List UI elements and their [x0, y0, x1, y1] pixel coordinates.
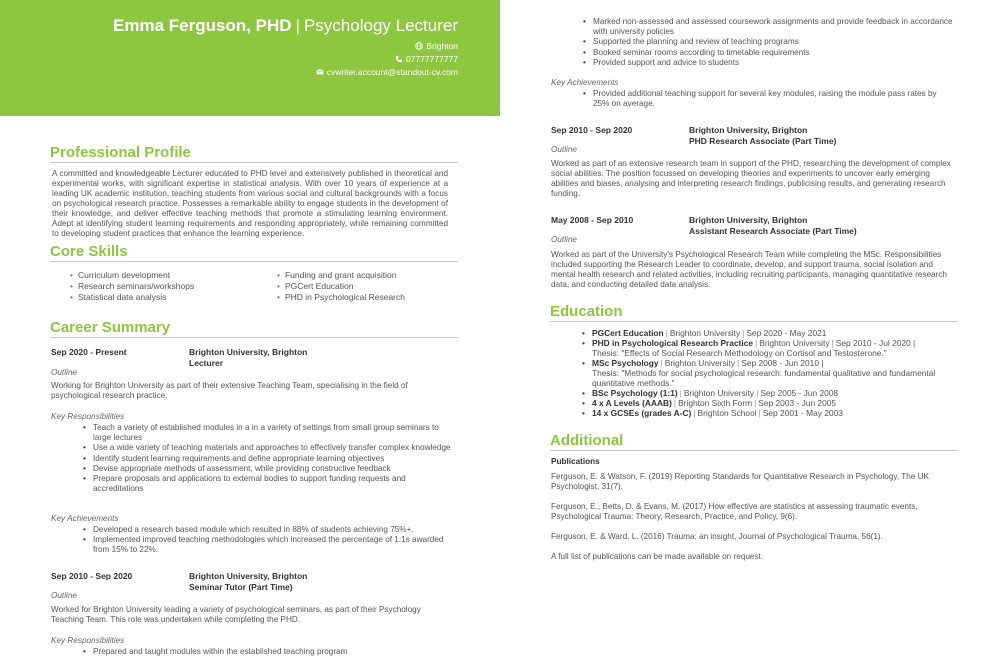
institution: Brighton Sixth Form: [678, 398, 753, 408]
responsibilities-list-continued: [593, 17, 953, 68]
education-item: • MSc Psychology | Brighton University | Sep 2008 - Jun 2010 | Thesis: "Methods for social psychological research: fundamental qualitative and fundamental quantitative methods.": [592, 358, 962, 388]
publication-item: Ferguson, E. & Ward, L. (2016) Trauma: an insight, Journal of Psychological Trauma, 56(1).: [551, 532, 883, 541]
job-date: Sep 2020 - Present: [51, 347, 127, 357]
dates: Sep 2010 - Jul 2020 |: [835, 338, 916, 348]
qualification: PHD in Psychological Research Practice: [592, 338, 754, 348]
outline-label: Outline: [51, 368, 77, 377]
title-separator: |: [295, 16, 300, 35]
education-list: [592, 328, 962, 418]
education-heading: Education: [550, 303, 957, 322]
header-title: [113, 16, 458, 36]
email-link[interactable]: cvwriter.account@standout-cv.com: [326, 67, 458, 77]
qualification: 4 x A Levels (AAAB): [592, 398, 672, 408]
candidate-name: Emma Ferguson, PHD: [113, 16, 292, 35]
qualification: 14 x GCSEs (grades A-C): [592, 408, 692, 418]
list-item: • Prepared and taught modules within the established teaching program: [93, 647, 451, 657]
cv-page-2: [516, 0, 1000, 667]
list-item: • Devise appropriate methods of assessment, while providing constructive feedback: [93, 464, 451, 474]
contact-phone: [395, 54, 458, 64]
list-item: • Provided additional teaching support for several key modules, raising the module pass rates by 25% on average.: [593, 89, 938, 109]
institution: Brighton University: [664, 358, 736, 368]
location-text: Brighton: [426, 41, 458, 51]
list-item: • Developed a research based module which resulted in 88% of students achieving 75%+.: [93, 525, 451, 535]
responsibilities-label: Key Responsibilities: [51, 636, 125, 645]
contact-location: [415, 41, 458, 51]
skill-item: • Statistical data analysis: [70, 292, 277, 303]
list-item: • Teach a variety of established modules in a in a variety of settings from small group seminars to large lectures: [93, 423, 451, 443]
list-item: • Provided support and advice to students: [593, 58, 953, 68]
job-employer: Brighton University, Brighton: [189, 571, 308, 581]
dates: Sep 2003 - Jun 2005: [758, 398, 837, 408]
profile-heading: Professional Profile: [50, 144, 458, 163]
outline-label: Outline: [551, 235, 577, 244]
publication-item: Ferguson, E., Betts, D. & Evans, M. (2017) How effective are statistics at assessing traumatic events, Psychological Trauma: Theory, Research, Practice, and Policy, 9(6).: [551, 502, 918, 521]
publications-footnote: A full list of publications can be made available on request.: [551, 552, 764, 561]
job-org: [689, 125, 836, 146]
education-item: • 14 x GCSEs (grades A-C) | Brighton School | Sep 2001 - May 2003: [592, 408, 962, 418]
job-employer: Brighton University, Brighton: [689, 125, 808, 135]
job-date: Sep 2010 - Sep 2020: [551, 125, 633, 135]
responsibilities-label: Key Responsibilities: [51, 412, 125, 421]
publications-label: Publications: [551, 457, 600, 466]
dates: Sep 2008 - Jun 2010 |: [741, 358, 824, 368]
institution: Brighton University: [683, 388, 755, 398]
thesis: Thesis: "Methods for social psychological research: fundamental qualitative and fundamental quantitative methods.": [592, 368, 936, 388]
publication-item: Ferguson, E. & Watson, F. (2019) Reporting Standards for Quantitative Research in Psychology, The UK Psychologist, 31(7).: [551, 472, 930, 491]
achievements-label: Key Achievements: [51, 514, 119, 523]
list-item: • Identify student learning requirements and define appropriate learning objectives: [93, 454, 451, 464]
career-heading: Career Summary: [50, 319, 458, 338]
skills-heading: Core Skills: [50, 243, 458, 262]
list-item: • Prepare proposals and applications to external bodies to support funding requests and accreditations: [93, 474, 451, 494]
job-title: Seminar Tutor (Part Time): [189, 581, 293, 592]
achievements-list: [93, 525, 451, 556]
job-title: Lecturer: [189, 357, 224, 368]
responsibilities-list: [93, 647, 451, 657]
institution: Brighton University: [669, 328, 741, 338]
job-outline: Worked for Brighton University leading a variety of psychological seminars, as part of their Psychology Teaching Team. This role was undertaken while completing the PHD.: [51, 605, 421, 624]
education-item: • PHD in Psychological Research Practice | Brighton University | Sep 2010 - Jul 2020 | Thesis: "Effects of Social Research Methodology on Cortisol and Testosterone.": [592, 338, 962, 358]
skill-item: • PHD in Psychological Research: [277, 292, 460, 303]
achievements-label: Key Achievements: [551, 78, 619, 87]
job-org: [189, 347, 307, 368]
institution: Brighton University: [759, 338, 830, 348]
institution: Brighton School: [697, 408, 757, 418]
outline-label: Outline: [551, 145, 577, 154]
additional-heading: Additional: [550, 432, 957, 451]
envelope-icon: [316, 68, 324, 76]
job-outline: Worked as part of the University's Psychological Research Team while completing the MSc. Responsibilities included supporting the Research Leader to coordinate, develop, and support trauma, social isolation and mental health research and related activities, including recruiting participants, managing quantitative research data, and conducting detailed data analysis.: [551, 250, 947, 289]
globe-icon: [415, 42, 423, 50]
job-title: Assistant Research Associate (Part Time): [689, 225, 857, 236]
job-title: PHD Research Associate (Part Time): [689, 135, 837, 146]
job-org: [189, 571, 307, 592]
list-item: • Implemented improved teaching methodologies which increased the percentage of 1:1s awarded from 15% to 22%.: [93, 535, 451, 555]
education-item: • PGCert Education | Brighton University | Sep 2020 - May 2021: [592, 328, 962, 338]
phone-icon: [395, 55, 403, 63]
dates: Sep 2020 - May 2021: [746, 328, 827, 338]
education-item: • 4 x A Levels (AAAB) | Brighton Sixth Form | Sep 2003 - Jun 2005: [592, 398, 962, 408]
achievements-list: [593, 89, 938, 109]
list-item: • Booked seminar rooms according to timetable requirements: [593, 48, 953, 58]
contact-email: [316, 67, 458, 77]
job-date: May 2008 - Sep 2010: [551, 215, 634, 225]
dates: Sep 2005 - Jun 2008: [760, 388, 839, 398]
job-org: [689, 215, 857, 236]
skill-item: • Funding and grant acquisition: [277, 270, 460, 281]
qualification: BSc Psychology (1:1): [592, 388, 678, 398]
skills-list: [70, 270, 460, 303]
candidate-role: Psychology Lecturer: [303, 16, 458, 35]
list-item: • Use a wide variety of teaching materials and approaches to effectively transfer complex knowledge: [93, 443, 451, 453]
job-outline: Working for Brighton University as part of their extensive Teaching Team, specialising in the field of psychological research practice.: [51, 381, 408, 400]
qualification: MSc Psychology: [592, 358, 659, 368]
header-band: [0, 0, 500, 116]
outline-label: Outline: [51, 591, 77, 600]
thesis: Thesis: "Effects of Social Research Methodology on Cortisol and Testosterone.": [592, 348, 887, 358]
qualification: PGCert Education: [592, 328, 664, 338]
education-item: • BSc Psychology (1:1) | Brighton University | Sep 2005 - Jun 2008: [592, 388, 962, 398]
job-employer: Brighton University, Brighton: [689, 215, 808, 225]
phone-text[interactable]: 07777777777: [405, 54, 458, 64]
job-date: Sep 2010 - Sep 2020: [51, 571, 133, 581]
job-employer: Brighton University, Brighton: [189, 347, 308, 357]
skill-item: • Curriculum development: [70, 270, 277, 281]
skill-item: • PGCert Education: [277, 281, 460, 292]
responsibilities-list: [93, 423, 451, 494]
job-outline: Worked as part of an extensive research team in support of the PHD, researching the development of complex social abilities. The position focussed on developing theories and experiments to uncover early emerging abilities and biases, analysing and interpreting research findings, publicising results, and generating research funding.: [551, 159, 951, 198]
profile-text: A committed and knowledgeable Lecturer educated to PHD level and extensively published in theoretical and experimental works, with significant expertise in statistical analysis. With over 10 years of experience at a leading UK academic institution, teaching students from various social and cultural backgrounds with a focus on psychological research practice. Possesses a remarkable ability to engage students in the development of their knowledge, and deliver effective teaching methods that promote a stimulating learning environment. Adept at identifying student learning requirements and responding appropriately, while remaining committed to developing student practices that enhance the learning experience.: [52, 169, 448, 238]
skill-item: • Research seminars/workshops: [70, 281, 277, 292]
list-item: • Marked non-assessed and assessed coursework assignments and provide feedback in accordance with university policies: [593, 17, 953, 37]
dates: Sep 2001 - May 2003: [762, 408, 843, 418]
list-item: • Supported the planning and review of teaching programs: [593, 37, 953, 47]
